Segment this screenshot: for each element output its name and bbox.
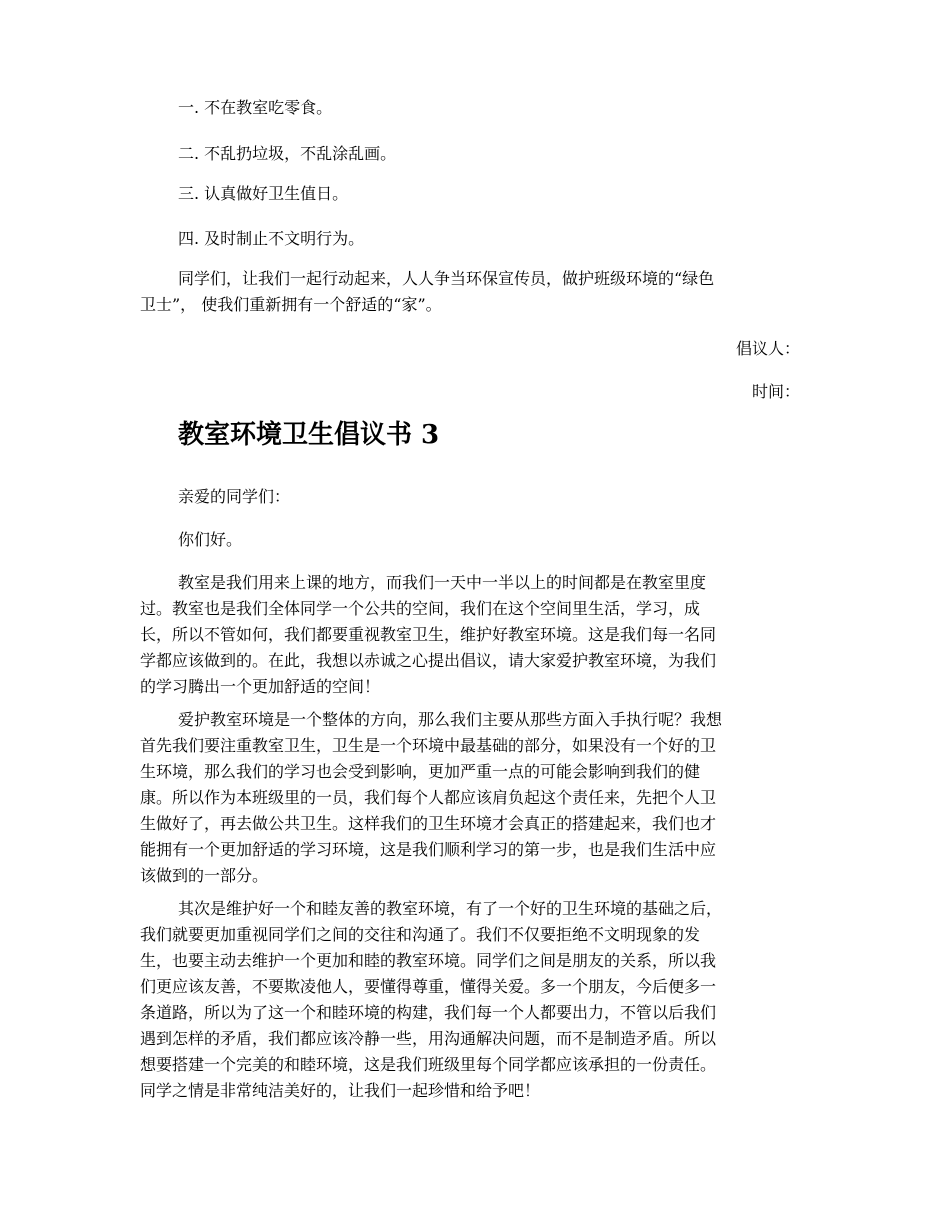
- paragraph-2-line: 该做到的一部分。: [140, 866, 269, 885]
- paragraph-3-line: 们更应该友善，不要欺凌他人，要懂得尊重，懂得关爱。多一个朋友，今后便多一: [140, 977, 717, 996]
- paragraph-1-line: 学都应该做到的。在此，我想以赤诚之心提出倡议，请大家爱护教室环境，为我们: [140, 651, 717, 670]
- greeting: 亲爱的同学们：: [178, 487, 291, 506]
- paragraph-3-line: 我们就要更加重视同学们之间的交往和沟通了。我们不仅要拒绝不文明现象的发: [140, 925, 701, 944]
- paragraph-1: [140, 570, 810, 700]
- paragraph-3-line: 想要搭建一个完美的和睦环境，这是我们班级里每个同学都应该承担的一份责任。: [140, 1055, 717, 1074]
- paragraph-3-line: 遇到怎样的矛盾，我们都应该冷静一些，用沟通解决问题，而不是制造矛盾。所以: [140, 1029, 717, 1048]
- paragraph-2: [140, 707, 810, 889]
- paragraph-3-line: 条道路，所以为了这一个和睦环境的构建，我们每一个人都要出力，不管以后我们: [140, 1003, 717, 1022]
- signature-time: 时间：: [751, 382, 800, 401]
- list-item-1: 一. 不在教室吃零食。: [178, 98, 333, 117]
- section-title: 教室环境卫生倡议书 3: [178, 420, 440, 450]
- paragraph-1-line: 教室是我们用来上课的地方，而我们一天中一半以上的时间都是在教室里度: [178, 573, 707, 592]
- paragraph-3-line: 其次是维护好一个和睦友善的教室环境，有了一个好的卫生环境的基础之后，: [178, 899, 723, 918]
- paragraph-2-line: 康。所以作为本班级里的一员，我们每个人都应该肩负起这个责任来，先把个人卫: [140, 788, 717, 807]
- list-item-4: 四. 及时制止不文明行为。: [178, 229, 365, 248]
- list-item-2: 二. 不乱扔垃圾，不乱涂乱画。: [178, 144, 397, 163]
- closing-line-2: 卫士”， 使我们重新拥有一个舒适的“家”。: [140, 295, 442, 314]
- paragraph-3-line: 同学之情是非常纯洁美好的，让我们一起珍惜和给予吧！: [140, 1081, 541, 1100]
- hello-line: 你们好。: [178, 530, 243, 549]
- paragraph-1-line: 长，所以不管如何，我们都要重视教室卫生，维护好教室环境。这是我们每一名同: [140, 625, 717, 644]
- paragraph-1-line: 过。教室也是我们全体同学一个公共的空间，我们在这个空间里生活，学习，成: [140, 599, 701, 618]
- paragraph-2-line: 能拥有一个更加舒适的学习环境，这是我们顺利学习的第一步，也是我们生活中应: [140, 840, 717, 859]
- paragraph-2-line: 爱护教室环境是一个整体的方向，那么我们主要从那些方面入手执行呢？我想: [178, 710, 723, 729]
- paragraph-2-line: 生做好了，再去做公共卫生。这样我们的卫生环境才会真正的搭建起来，我们也才: [140, 814, 717, 833]
- closing-paragraph: [140, 266, 810, 318]
- paragraph-1-line: 的学习腾出一个更加舒适的空间！: [140, 677, 381, 696]
- paragraph-3-line: 生，也要主动去维护一个更加和睦的教室环境。同学们之间是朋友的关系，所以我: [140, 951, 717, 970]
- signature-proposer: 倡议人：: [735, 339, 800, 358]
- closing-line-1: 同学们，让我们一起行动起来，人人争当环保宣传员，做护班级环境的“绿色: [178, 269, 715, 288]
- paragraph-2-line: 首先我们要注重教室卫生，卫生是一个环境中最基础的部分，如果没有一个好的卫: [140, 736, 717, 755]
- paragraph-2-line: 生环境，那么我们的学习也会受到影响，更加严重一点的可能会影响到我们的健: [140, 762, 701, 781]
- paragraph-3: [140, 896, 810, 1104]
- list-item-3: 三. 认真做好卫生值日。: [178, 184, 349, 203]
